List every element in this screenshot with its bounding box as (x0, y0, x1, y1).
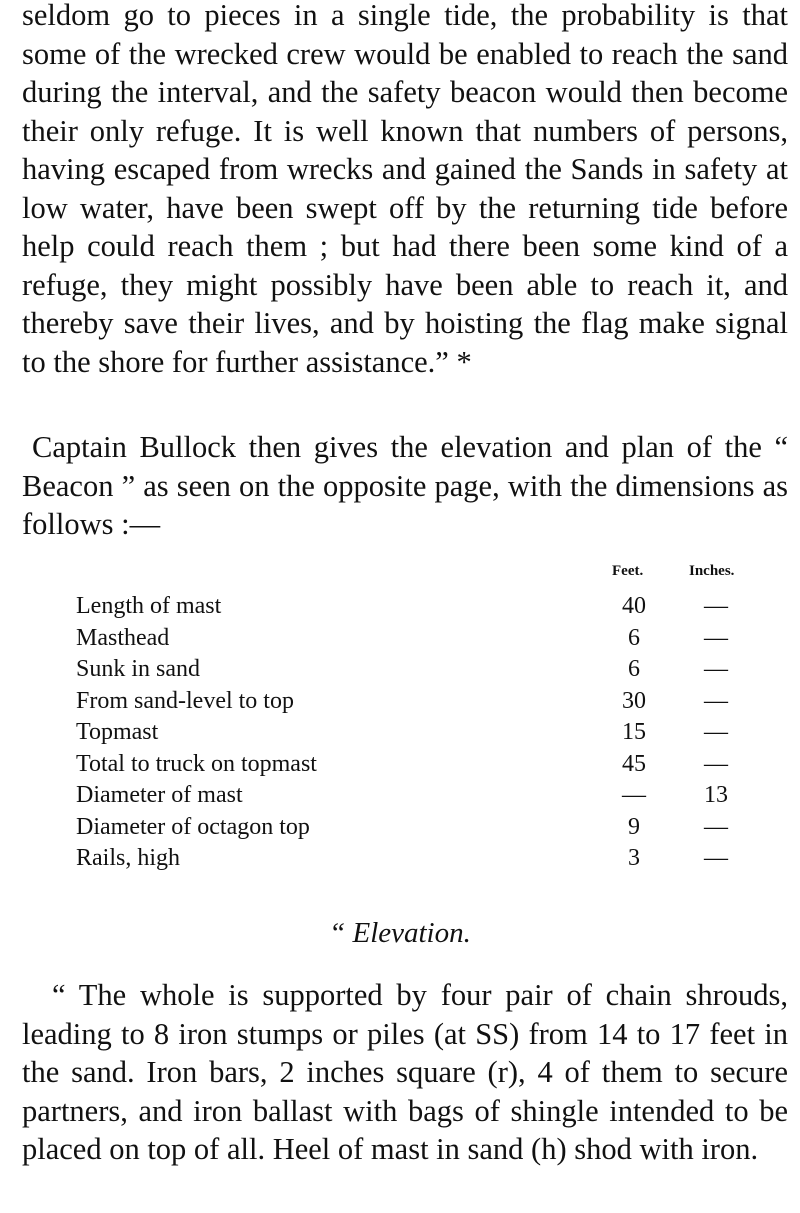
row-feet: 45 (622, 750, 646, 777)
table-row (76, 686, 766, 718)
row-inches: — (704, 750, 728, 777)
table-header (76, 563, 766, 591)
feet-column-header: Feet. (612, 563, 644, 579)
row-inches: — (704, 687, 728, 714)
table-row (76, 623, 766, 655)
row-feet: 9 (628, 813, 640, 840)
row-inches: 13 (704, 782, 728, 808)
row-label: Diameter of mast (76, 780, 251, 812)
row-label: Diameter of octagon top (76, 812, 318, 844)
row-label: Length of mast (76, 591, 229, 623)
row-feet: 6 (628, 656, 640, 682)
row-inches: — (704, 845, 728, 871)
table-row (76, 780, 766, 812)
row-feet: 6 (628, 624, 640, 651)
row-label: Masthead (76, 623, 177, 655)
table-row (76, 591, 766, 623)
row-label: Sunk in sand (76, 654, 208, 686)
table-row (76, 717, 766, 749)
paragraph-refuge: seldom go to pieces in a single tide, the probability is that some of the wrecked crew would be enabled to reach the sand during the interval, and the safety beacon would then become their only refuge. It is well known that numbers of persons, having escaped from wrecks and gained the Sands in safety at low water, have been swept off by the returning tide before help could reach them ; but had there been some kind of a refuge, they might possibly have been able to reach it, and thereby save their lives, and by hoisting the flag make signal to the shore for further assistance.” * (22, 0, 788, 379)
row-feet: — (622, 782, 646, 808)
row-inches: — (704, 593, 728, 619)
row-feet: 15 (622, 719, 646, 745)
row-label: Rails, high (76, 843, 188, 875)
row-inches: — (704, 813, 728, 840)
row-inches: — (704, 656, 728, 682)
inches-column-header: Inches. (689, 563, 735, 579)
row-inches: — (704, 624, 728, 651)
row-feet: 40 (622, 593, 646, 619)
paragraph-dimensions-intro: Captain Bullock then gives the elevation and plan of the “ Beacon ” as seen on the opposite page, with the dimensions as follows :— (22, 430, 788, 541)
table-row (76, 812, 766, 844)
row-inches: — (704, 719, 728, 745)
section-heading-elevation: “ Elevation. (329, 917, 471, 949)
table-row (76, 654, 766, 686)
row-feet: 3 (628, 845, 640, 871)
row-label: Topmast (76, 717, 166, 749)
dimensions-table (76, 563, 766, 875)
row-label: Total to truck on topmast (76, 749, 325, 781)
paragraph-elevation-description: “ The whole is supported by four pair of chain shrouds, leading to 8 iron stumps or piles (at SS) from 14 to 17 feet in the sand. Iron bars, 2 inches square (r), 4 of them to secure partners, and iron ballast with bags of shingle intended to be placed on top of all. Heel of mast in sand (h) shod with iron. (22, 978, 788, 1166)
table-row (76, 749, 766, 781)
row-feet: 30 (622, 687, 646, 714)
table-row (76, 843, 766, 875)
row-label: From sand-level to top (76, 686, 302, 718)
